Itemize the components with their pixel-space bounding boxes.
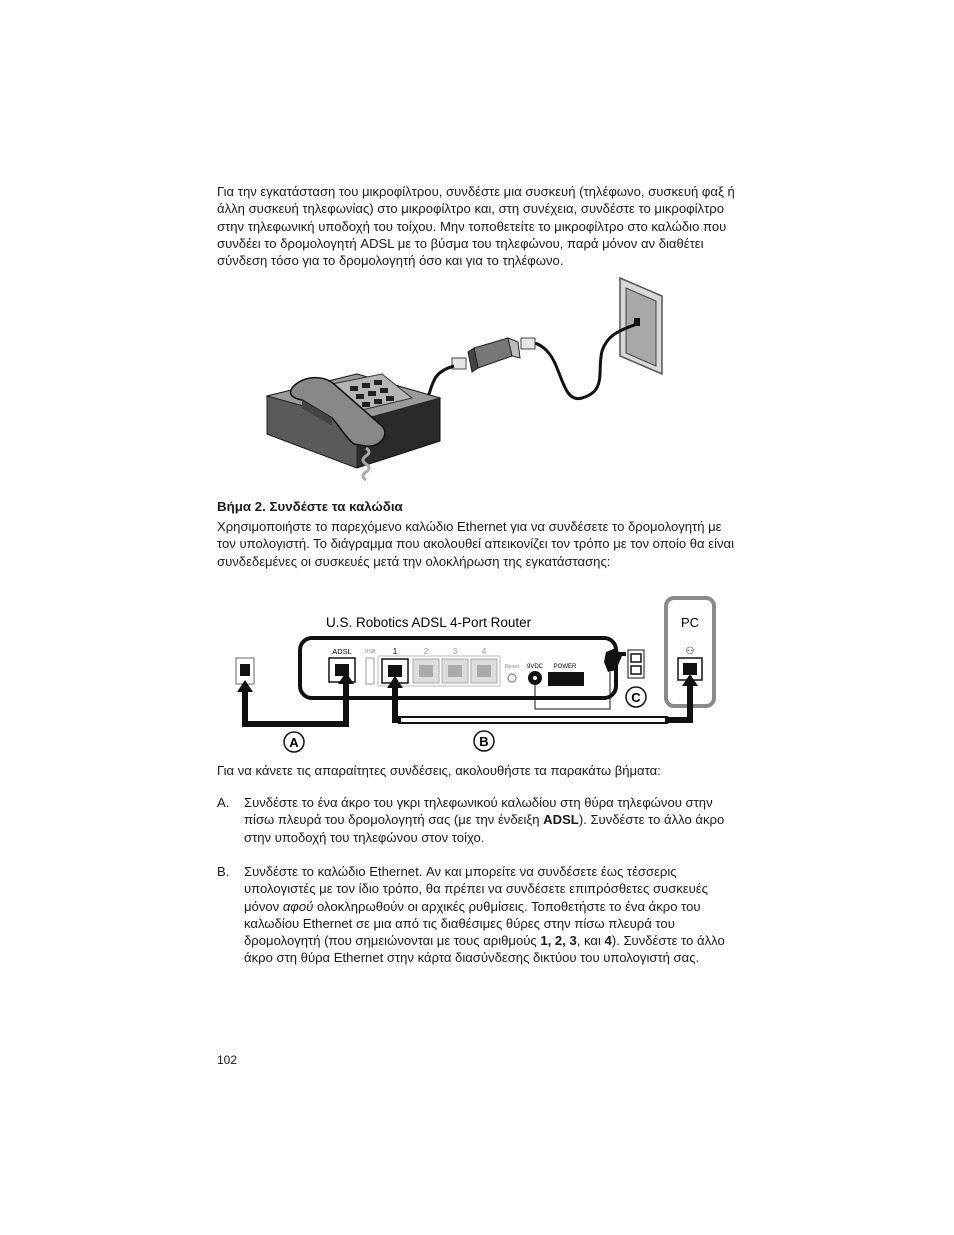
page-number: 102	[217, 1053, 238, 1067]
connection-diagram	[230, 592, 720, 757]
step-a-text	[244, 794, 737, 846]
phone-microfilter-illustration	[262, 276, 672, 491]
step-2-paragraph: Χρησιμοποιήστε το παρεχόμενο καλώδιο Ethernet για να συνδέσετε το δρομολογητή με τον υπολογιστή. Το διάγραμμα που ακολουθεί απεικονίζει τον τρόπο με τον οποίο θα είναι συνδεδεμένες οι συσκευές μετά την ολοκλήρωση της εγκατάστασης:	[217, 519, 735, 569]
port-2-label: 2	[423, 647, 429, 656]
reset-button	[508, 674, 516, 682]
router-title: U.S. Robotics ADSL 4-Port Router	[326, 615, 532, 630]
step-a-text-1: Συνδέστε το ένα άκρο του γκρι τηλεφωνικού καλωδίου στη θύρα τηλεφώνου στην πίσω πλευρά του δρομολογητή σας (με την ένδειξη	[244, 795, 713, 828]
step-a-text-2: ). Συνδέστε το άλλο άκρο στην υποδοχή του τηλεφώνου στον τοίχο.	[244, 812, 725, 845]
callout-b-label: B	[479, 734, 489, 749]
port-1-label: 1	[392, 647, 398, 656]
step-2-heading: Βήμα 2. Συνδέστε τα καλώδια	[217, 499, 403, 514]
usb-port-label: USB	[364, 649, 376, 655]
callout-c-label: C	[631, 690, 641, 705]
dc-port-label: 9VDC	[526, 664, 544, 670]
step-b	[217, 863, 737, 967]
step-b-text-2: ολοκληρωθούν οι αρχικές ρυθμίσεις. Τοποθετήστε το ένα άκρο του καλωδίου Ethernet σε μια από τις διαθέσιμες θύρες στην πίσω πλευρά του δρομολογητή (που σημειώνονται με τους αριθμούς	[244, 898, 701, 949]
port-3-label: 3	[452, 647, 458, 656]
step-b-text-4: ). Συνδέστε το άλλο άκρο στη θύρα Ethernet στην κάρτα διασύνδεσης δικτύου του υπολογιστή σας.	[244, 933, 725, 966]
step-b-text-1: Συνδέστε το καλώδιο Ethernet. Αν και μπορείτε να συνδέσετε έως τέσσερις υπολογιστές με τον ίδιο τρόπο, θα πρέπει να συνδέσετε επιπρόσθετες συσκευές μόνον	[244, 864, 708, 914]
step-b-text	[244, 863, 737, 967]
usb-port	[366, 658, 374, 684]
step-b-letter: B.	[217, 864, 230, 879]
power-switch-label: POWER	[553, 664, 577, 670]
port-4-label: 4	[481, 647, 487, 656]
step-b-text-3: , και	[576, 933, 605, 949]
step-a-adsl-bold: ADSL	[543, 812, 579, 828]
step-b-port-4-bold: 4	[604, 933, 612, 949]
instructions-lead: Για να κάνετε τις απαραίτητες συνδέσεις, ακολουθήστε τα παρακάτω βήματα:	[217, 763, 661, 778]
callout-a-label: A	[289, 735, 299, 750]
pc-label: PC	[680, 615, 700, 630]
ethernet-symbol: ⚇	[685, 646, 695, 657]
step-a	[217, 794, 737, 846]
step-b-ports-bold: 1, 2, 3	[540, 933, 577, 949]
step-a-letter: A.	[217, 795, 230, 810]
adsl-port-label: ADSL	[332, 647, 352, 656]
reset-label: Reset	[504, 664, 520, 670]
intro-paragraph: Για την εγκατάσταση του μικροφίλτρου, συνδέστε μια συσκευή (τηλέφωνο, συσκευή φαξ ή άλλη συσκευή τηλεφωνίας) στο μικροφίλτρο και, στη συνέχεια, συνδέστε το μικροφίλτρο στην τηλεφωνική υποδοχή του τοίχου. Μην τοποθετείτε το μικροφίλτρο στο καλώδιο που συνδέει το δρομολογητή ADSL με το βύσμα του τηλεφώνου, παρά μόνον αν διαθέτει σύνδεση τόσο για το δρομολογητή όσο και για το τηλέφωνο.	[217, 184, 735, 269]
step-b-italic: αφού	[282, 898, 314, 914]
power-switch	[548, 672, 584, 686]
